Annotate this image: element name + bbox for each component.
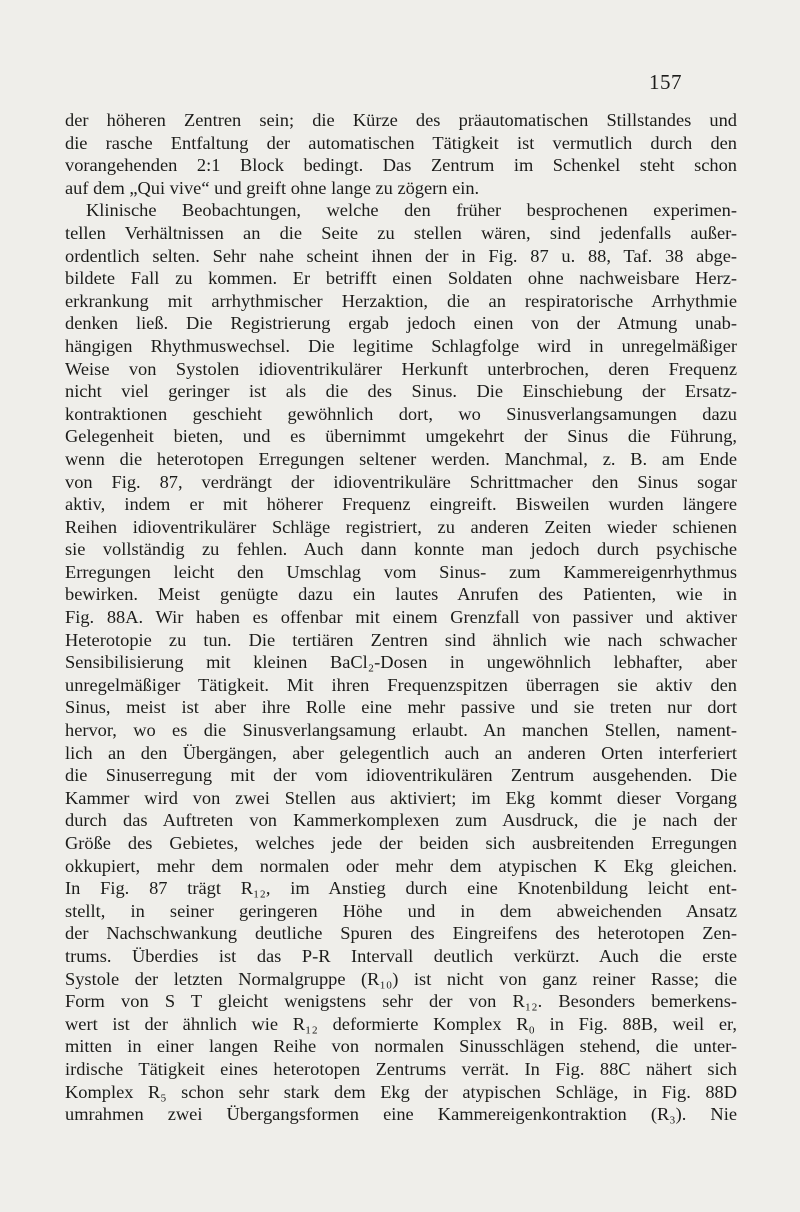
text-line: kontraktionen geschieht gewöhnlich dort, wo Sinusverlangsamungen dazu [65,403,737,424]
text-line: Gelegenheit bieten, und es übernimmt umgekehrt der Sinus die Führung, [65,426,737,447]
text-line: Heterotopie zu tun. Die tertiären Zentren sind ähnlich wie nach schwacher [65,629,737,650]
text-line: Systole der letzten Normalgruppe (R₁₀) ist nicht von ganz reiner Rasse; die [65,968,737,989]
text-line: Form von S T gleicht wenigstens sehr der von R₁₂. Besonders bemerkens- [65,991,737,1012]
text-line: auf dem „Qui vive“ und greift ohne lange zu zögern ein. [65,177,480,198]
text-line: die Sinuserregung mit der vom idioventrikulären Zentrum ausgehenden. Die [65,765,737,786]
text-line: nicht viel geringer ist als die des Sinus. Die Einschiebung der Ersatz- [65,381,737,402]
text-line: hervor, wo es die Sinusverlangsamung erlaubt. An manchen Stellen, nament- [65,720,737,741]
text-line: aktiv, indem er mit höherer Frequenz eingreift. Bisweilen wurden längere [65,494,737,515]
text-line: Erregungen leicht den Umschlag vom Sinus- zum Kammereigenrhythmus [65,561,737,582]
text-line: umrahmen zwei Übergangsformen eine Kammereigenkontraktion (R₃). Nie [65,1104,737,1125]
text-line: stellt, in seiner geringeren Höhe und in dem abweichenden Ansatz [65,900,737,921]
text-line: Fig. 88A. Wir haben es offenbar mit einem Grenzfall von passiver und aktiver [65,607,737,628]
text-line: lich an den Übergängen, aber gelegentlich auch an anderen Orten interferiert [65,742,737,763]
text-line: der Nachschwankung deutliche Spuren des Eingreifens des heterotopen Zen- [65,923,737,944]
text-line: der höheren Zentren sein; die Kürze des präautomatischen Stillstandes und [65,110,737,130]
text-line: wert ist der ähnlich wie R₁₂ deformierte Komplex R₀ in Fig. 88B, weil er, [65,1013,737,1034]
text-line: Sensibilisierung mit kleinen BaCl₂-Dosen in ungewöhnlich lebhafter, aber [65,652,737,673]
text-line: irdische Tätigkeit eines heterotopen Zentrums verrät. In Fig. 88C nähert sich [65,1058,737,1079]
text-line: wenn die heterotopen Erregungen seltener werden. Manchmal, z. B. am Ende [65,448,737,469]
page-number: 157 [649,70,682,94]
body-text [65,109,737,1126]
text-line: Sinus, meist ist aber ihre Rolle eine mehr passive und sie treten nur dort [65,697,737,718]
text-line: die rasche Entfaltung der automatischen Tätigkeit ist vermutlich durch den [65,132,737,153]
text-line: In Fig. 87 trägt R₁₂, im Anstieg durch eine Knotenbildung leicht ent- [65,878,737,899]
text-line: vorangehenden 2:1 Block bedingt. Das Zentrum im Schenkel steht schon [65,155,737,176]
text-line: unregelmäßiger Tätigkeit. Mit ihren Frequenzspitzen überragen sie aktiv den [65,674,737,695]
text-line: mitten in einer langen Reihe von normalen Sinusschlägen stehend, die unter- [65,1036,737,1057]
text-line: hängigen Rhythmuswechsel. Die legitime Schlagfolge wird in unregelmäßiger [65,335,737,356]
text-line: Reihen idioventrikulärer Schläge registriert, zu anderen Zeiten wieder schienen [65,516,737,537]
text-line: bewirken. Meist genügte dazu ein lautes Anrufen des Patienten, wie in [65,584,737,605]
text-line: tellen Verhältnissen an die Seite zu stellen wären, sind jedenfalls außer- [65,222,737,243]
paragraph-start-line: Klinische Beobachtungen, welche den früher besprochenen experimen- [86,200,737,221]
text-line: Größe des Gebietes, welches jede der beiden sich ausbreitenden Erregungen [65,833,737,853]
text-line: durch das Auftreten von Kammerkomplexen zum Ausdruck, die je nach der [65,810,737,831]
text-line: bildete Fall zu kommen. Er betrifft einen Soldaten ohne nachweisbare Herz- [65,268,737,289]
text-line: ordentlich selten. Sehr nahe scheint ihnen der in Fig. 87 u. 88, Taf. 38 abge- [65,245,737,266]
text-line: sie vollständig zu fehlen. Auch dann konnte man jedoch durch psychische [65,539,737,560]
text-line: denken ließ. Die Registrierung ergab jedoch einen von der Atmung unab- [65,313,737,334]
text-line: Weise von Systolen idioventrikulärer Herkunft unterbrochen, deren Frequenz [65,358,737,379]
text-line: trums. Überdies ist das P-R Intervall deutlich verkürzt. Auch die erste [65,945,737,966]
text-line: Komplex R₅ schon sehr stark dem Ekg der atypischen Schläge, in Fig. 88D [65,1081,737,1102]
text-line: Kammer wird von zwei Stellen aus aktiviert; im Ekg kommt dieser Vorgang [65,787,737,808]
text-line: von Fig. 87, verdrängt der idioventrikuläre Schrittmacher den Sinus sogar [65,471,737,492]
text-line: erkrankung mit arrhythmischer Herzaktion, die an respiratorische Arrhythmie [65,290,737,311]
text-line: okkupiert, mehr dem normalen oder mehr dem atypischen K Ekg gleichen. [65,855,737,876]
